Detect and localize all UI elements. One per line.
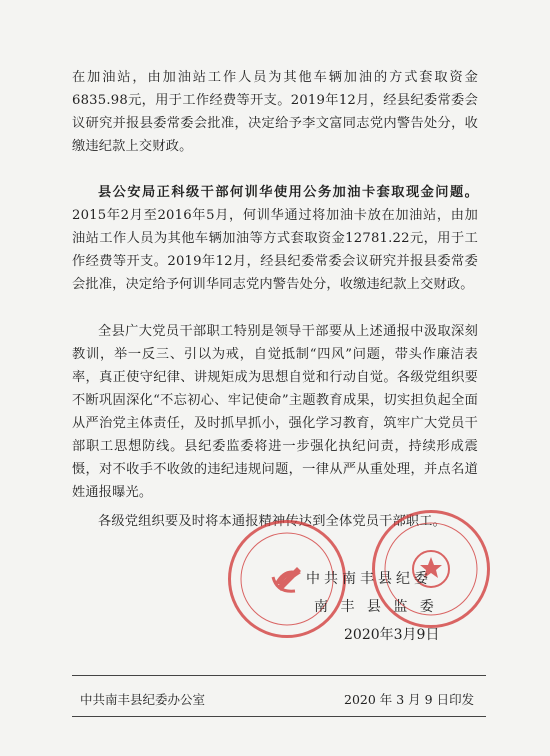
paragraph-instruction: 各级党组织要及时将本通报精神传达到全体党员干部职工。	[98, 514, 447, 529]
signature-org-party: 中共南丰县纪委	[306, 571, 432, 587]
signature-date: 2020年3月9日	[344, 627, 440, 643]
footer-print-date: 2020 年 3 月 9 日印发	[344, 692, 475, 707]
paragraph-li-wenfu-case: 在加油站，由加油站工作人员为其他车辆加油的方式套取资金6835.98元，用于工作经费等开支。2019年12月，经县纪委常委会议研究并报县委常委会批准，决定给予李文富同志党内警告处分，收缴违纪款上交财政。	[72, 70, 478, 154]
case-text: 2015年2月至2016年5月，何训华通过将加油卡放在加油站，由加油站工作人员为其他车辆加油等方式套取资金12781.22元，用于工作经费等开支。2019年12月，经县纪委常委会议研究并报县委常委会批准，决定给予何训华同志党内警告处分，收缴违纪款上交财政。	[72, 208, 478, 292]
footer-top-rule	[72, 675, 486, 676]
case-heading: 县公安局正科级干部何训华使用公务加油卡套取现金问题。	[98, 185, 478, 200]
paragraph-warning: 全县广大党员干部职工特别是领导干部要从上述通报中汲取深刻教训，举一反三、引以为戒，自觉抵制“四风”问题，带头作廉洁表率，真正使守纪律、讲规矩成为思想自觉和行动自觉。各级党组织要不断巩固深化“不忘初心、牢记使命”主题教育成果，切实担负起全面从严治党主体责任，及时抓早抓小，强化学习教育，筑牢广大党员干部职工思想防线。县纪委监委将进一步强化执纪问责，持续形成震慑，对不收手不收敛的违纪违规问题，一律从严从重处理，并点名道姓通报曝光。	[72, 324, 478, 500]
footer-office: 中共南丰县纪委办公室	[80, 692, 206, 707]
signature-org-supervisory: 南 丰 县 监 委	[314, 599, 438, 615]
paragraph-he-xunhua-case	[72, 181, 478, 296]
footer-bottom-rule	[72, 716, 486, 717]
